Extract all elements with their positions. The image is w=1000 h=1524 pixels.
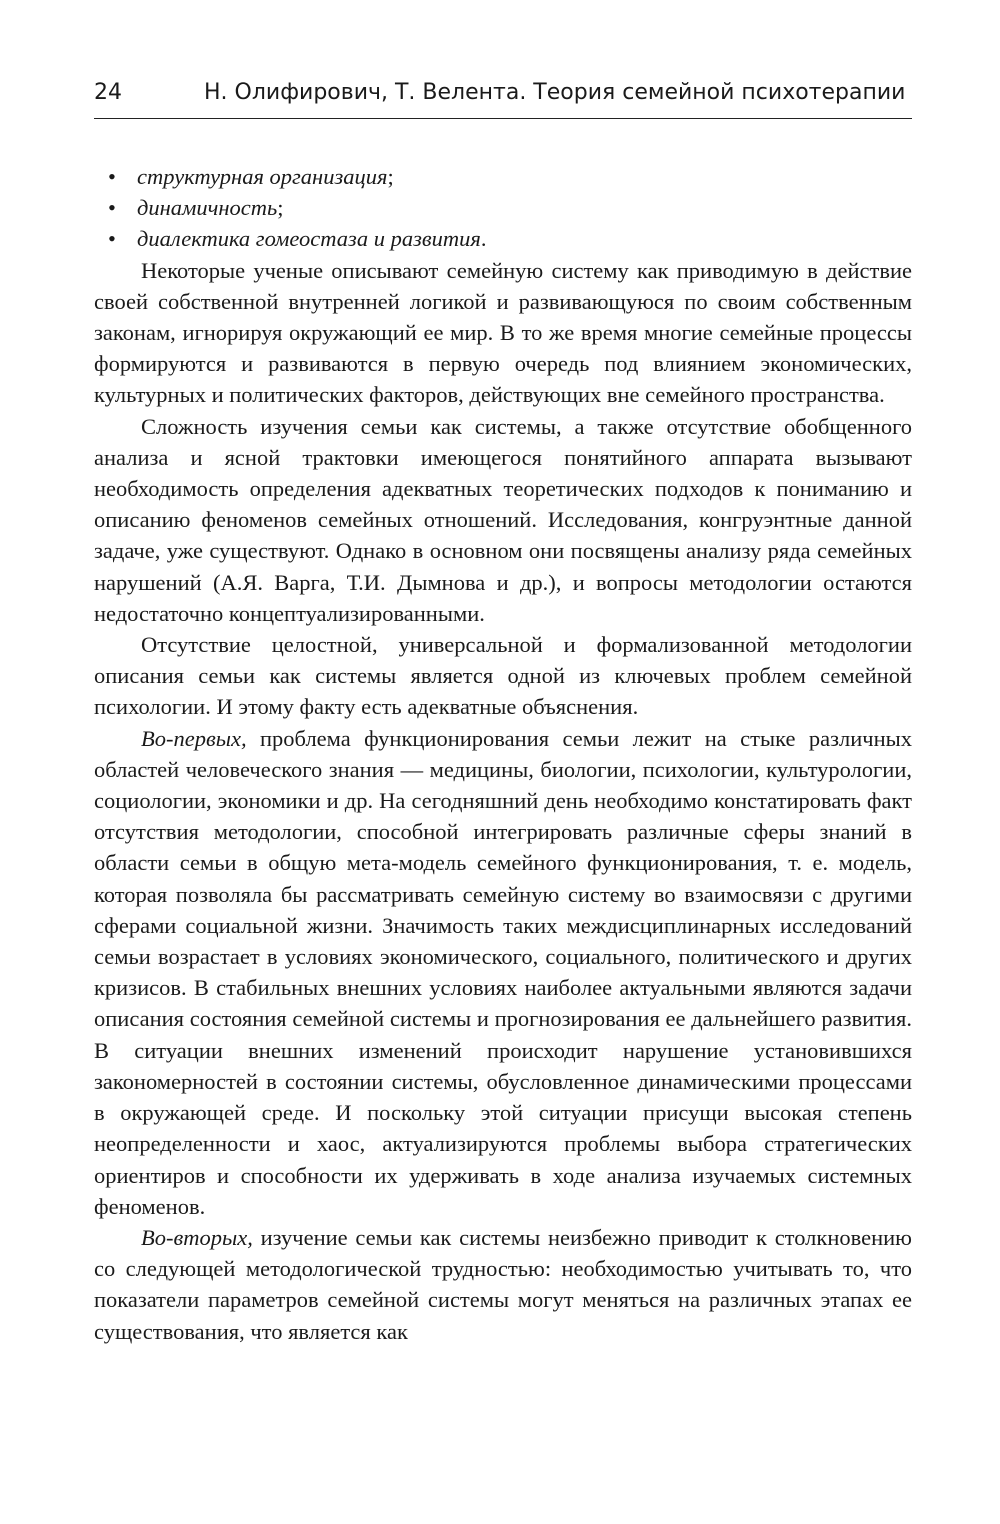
bullet-text: диалектика гомеостаза и развития [137, 226, 481, 252]
bullet-text: структурная организация [137, 164, 388, 189]
body-text [94, 161, 912, 1347]
paragraph-text: проблема функционирования семьи лежит на стыке различных областей человеческого знания — медицины, биологии, психологии, культурологии, социологии, экономики и др. На сегодняшний день необходимо констатировать факт отсутствия методологии, способной интегрировать различные сферы знаний в области семьи в общую мета-модель семейного функционирования, т. е. модель, которая позволяла бы рассматривать семейную систему во взаимосвязи с другими сферами социальной жизни. Значимость таких междисциплинарных исследований семьи возрастает в условиях экономического, социального, политического и других кризисов. В стабильных внешних условиях наиболее актуальными являются задачи описания состояния семейной системы и прогнозирования ее дальнейшего развития. В ситуации внешних изменений происходит нарушение установившихся закономерностей в состоянии системы, обусловленное динамическими процессами в окружающей среде. И поскольку этой ситуации присущи высокая степень неопределенности и хаос, актуализируются проблемы выбора стратегических ориентиров и способности их удерживать в ходе анализа изучаемых системных феноменов. [94, 725, 912, 1219]
paragraph [94, 723, 912, 1222]
bullet-text: динамичность [137, 195, 278, 221]
bullet-punct: ; [387, 164, 394, 189]
paragraph [94, 629, 912, 723]
paragraph-lead: Во-первых, [141, 725, 247, 751]
list-item [94, 192, 912, 223]
paragraph-text: Отсутствие целостной, универсальной и формализованной методологии описания семьи как системы является одной из ключевых проблем семейной психологии. И этому факту есть адекватные объяснения. [94, 632, 912, 720]
bullet-list [94, 161, 912, 255]
paragraph [94, 1222, 912, 1347]
running-head [94, 78, 912, 108]
list-item [94, 223, 912, 254]
page-number: 24 [94, 80, 122, 105]
bullet-punct: ; [277, 195, 284, 221]
paragraph-text: Сложность изучения семьи как системы, а также отсутствие обобщенного анализа и ясной трактовки имеющегося понятийного аппарата вызывают необходимость определения адекватных теоретических подходов к пониманию и описанию феноменов семейных отношений. Исследования, конгруэнтные данной задаче, уже существуют. Однако в основном они посвящены анализу ряда семейных нарушений (А.Я. Варга, Т.И. Дымнова и др.), и вопросы методологии остаются недостаточно концептуализированными. [94, 413, 912, 626]
paragraph [94, 255, 912, 411]
list-item [94, 161, 912, 192]
paragraph-text: Некоторые ученые описывают семейную систему как приводимую в действие своей собственной внутренней логикой и развивающуюся по своим собственным законам, игнорируя окружающий ее мир. В то же время многие семейные процессы формируются и развиваются в первую очередь под влиянием экономических, культурных и политических факторов, действующих вне семейного пространства. [94, 257, 912, 408]
paragraph-text: изучение семьи как системы неизбежно приводит к столкновению со следующей методологической трудностью: необходимостью учитывать то, что показатели параметров семейной системы могут меняться на различных этапах ее существования, что является как [94, 1224, 912, 1344]
header-rule [94, 118, 912, 119]
bullet-punct: . [480, 226, 487, 252]
paragraph [94, 411, 912, 629]
running-title: Н. Олифирович, Т. Велента. Теория семейной психотерапии [204, 80, 906, 105]
paragraph-lead: Во-вторых, [141, 1224, 253, 1250]
